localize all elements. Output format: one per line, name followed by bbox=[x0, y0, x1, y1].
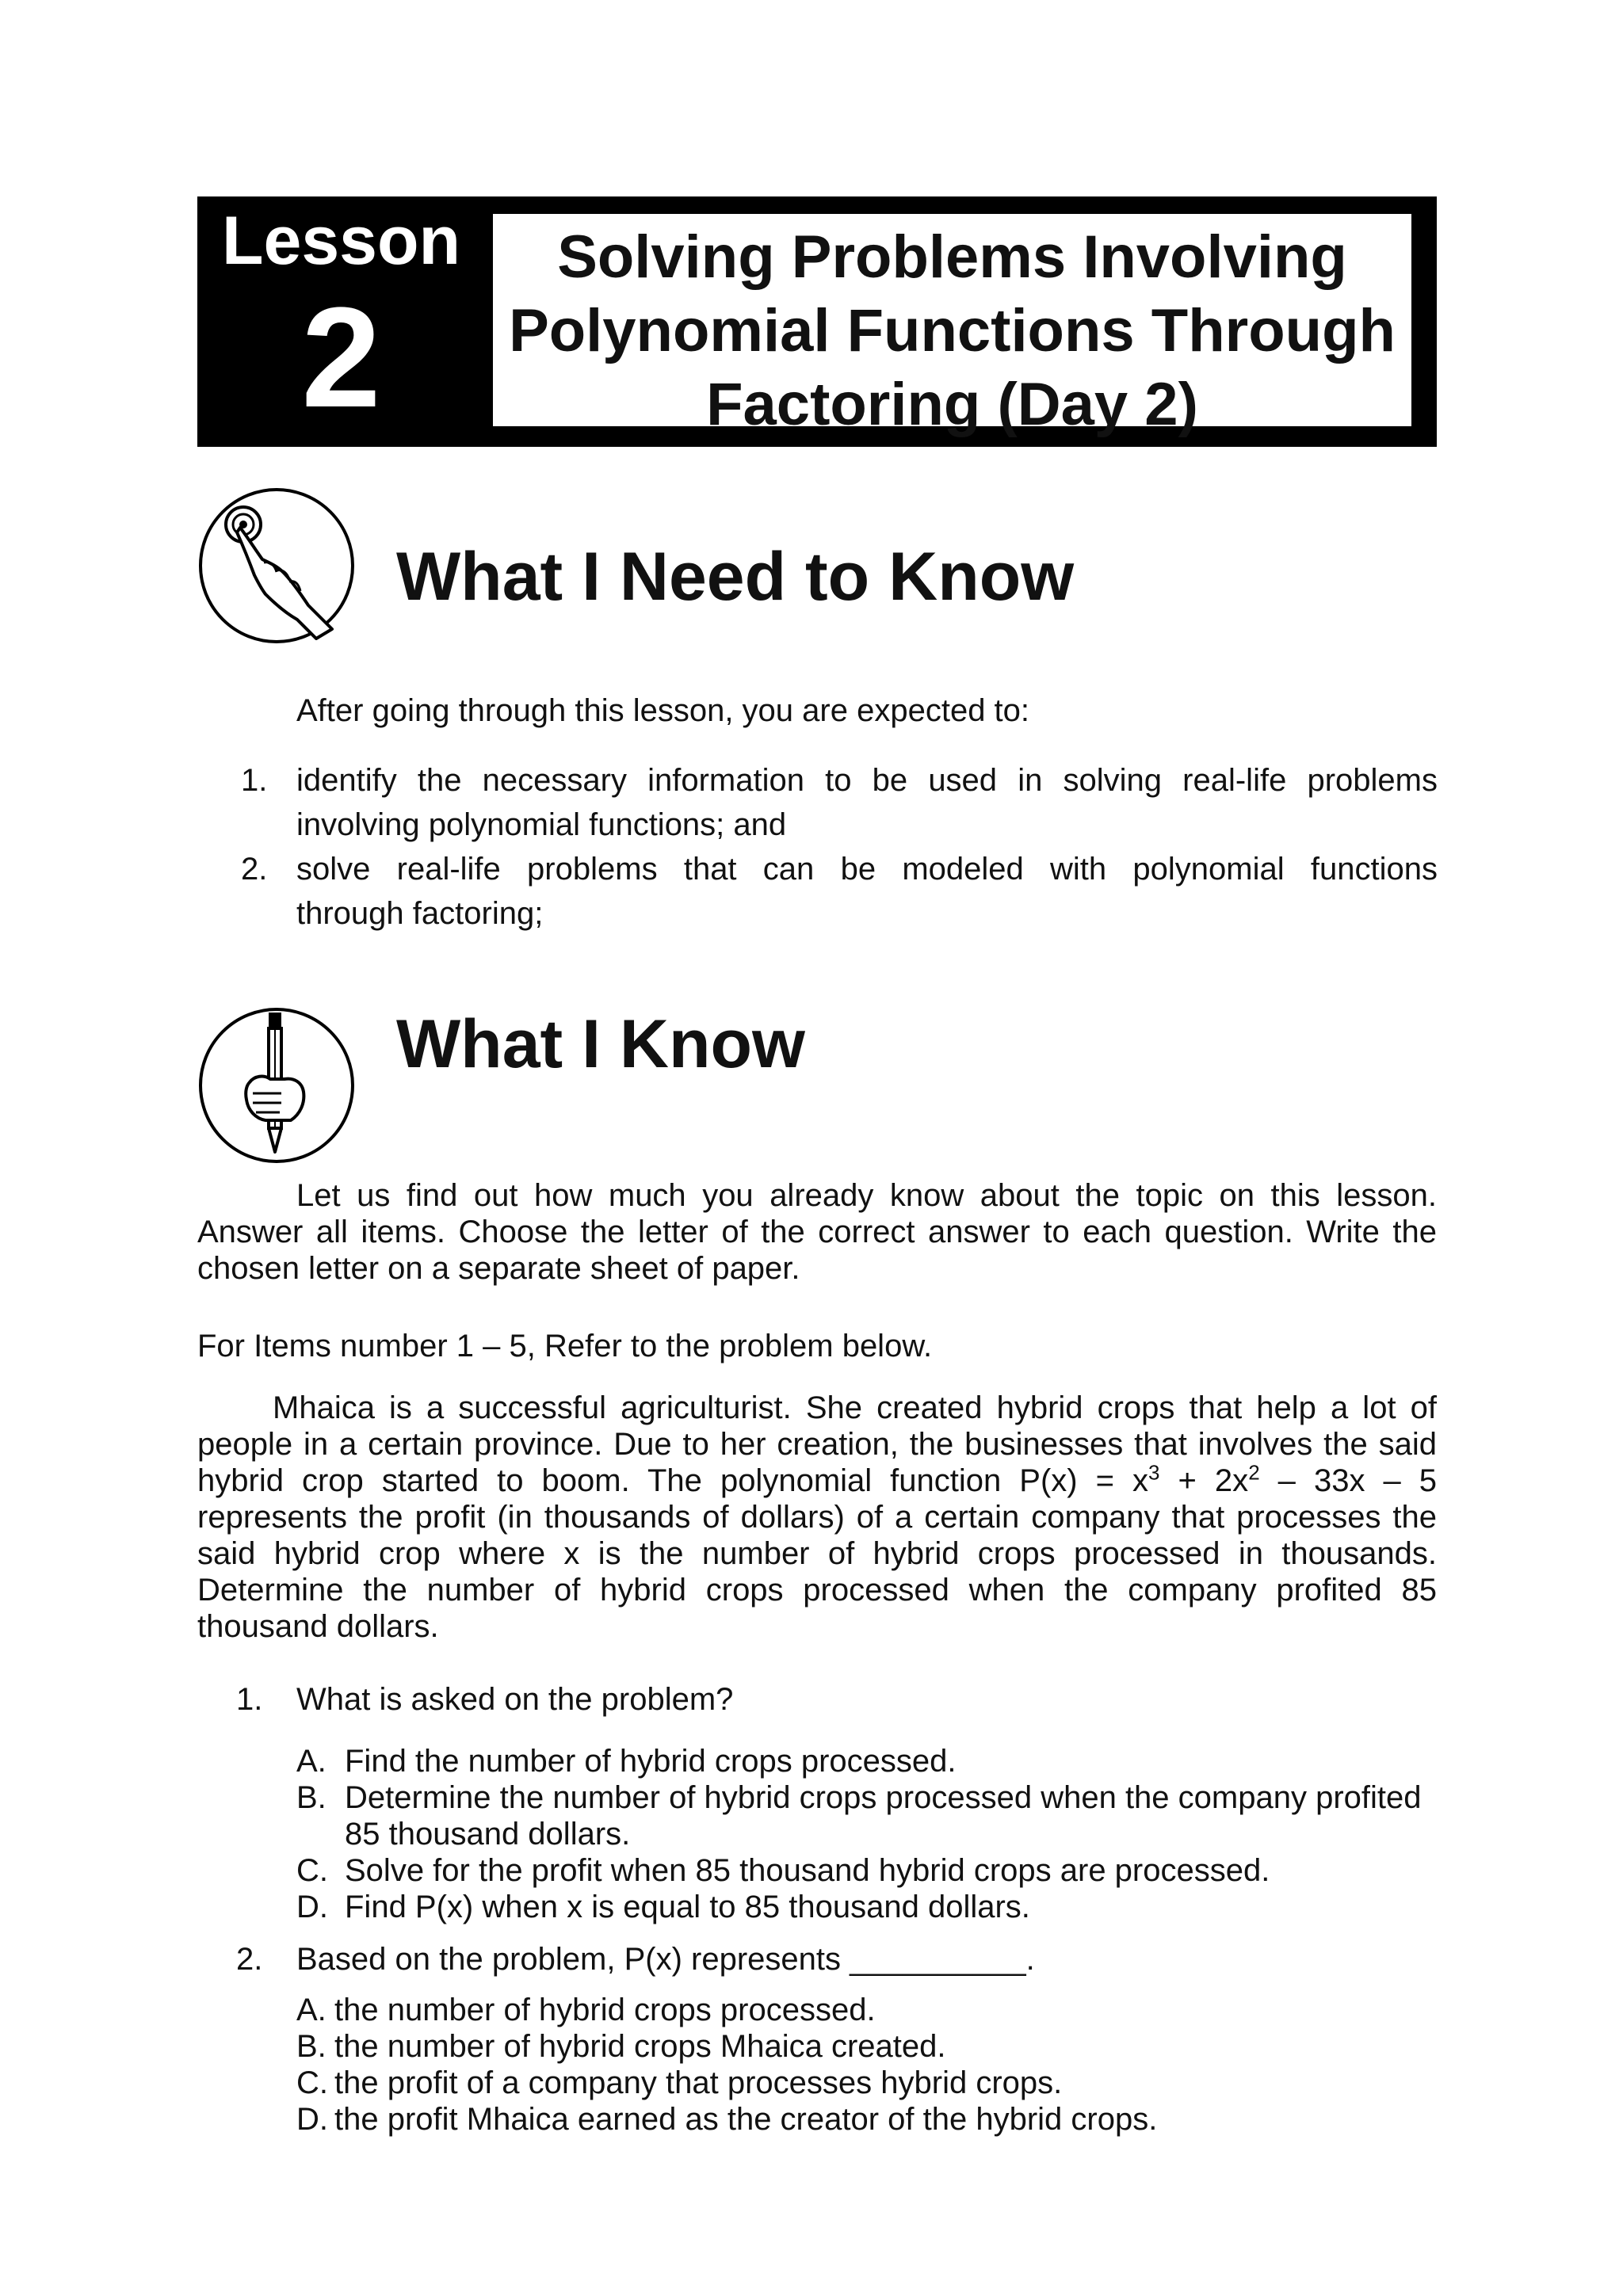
list-item bbox=[241, 762, 1438, 851]
option-text: the profit Mhaica earned as the creator of the hybrid crops. bbox=[334, 2102, 1158, 2137]
objective-line: through factoring; bbox=[296, 896, 544, 931]
option-letter: D. bbox=[296, 2102, 328, 2137]
option-letter: B. bbox=[296, 1780, 327, 1815]
option-text: the profit of a company that processes hybrid crops. bbox=[334, 2065, 1063, 2100]
lesson-title-line: Solving Problems Involving bbox=[557, 223, 1347, 291]
option-letter: C. bbox=[296, 2065, 328, 2100]
question-text: What is asked on the problem? bbox=[296, 1682, 734, 1717]
option-text: the number of hybrid crops processed. bbox=[334, 1993, 876, 2027]
items-note: For Items number 1 – 5, Refer to the problem below. bbox=[197, 1329, 933, 1363]
lesson-badge bbox=[197, 196, 485, 447]
problem-text-part: – 33x – 5 represents the profit (in thousands of dollars) of a certain company that processes the said hybrid crop where x is the number of hybrid crops processed in thousands. Determine the number of hybrid crops processed when the company profited 85 thousand dollars. bbox=[197, 1463, 1437, 1644]
objective-line: involving polynomial functions; and bbox=[296, 807, 787, 842]
objectives-list bbox=[241, 762, 1438, 940]
option-letter: C. bbox=[296, 1853, 328, 1888]
question-number: 2. bbox=[236, 1942, 263, 1977]
option-text: the number of hybrid crops Mhaica created. bbox=[334, 2029, 946, 2064]
option-letter: A. bbox=[296, 1993, 327, 2027]
lesson-title bbox=[493, 220, 1411, 441]
lesson-title-box bbox=[490, 211, 1415, 438]
lesson-title-line: Polynomial Functions Through bbox=[509, 297, 1396, 364]
problem-text-part: + 2x bbox=[1159, 1463, 1249, 1498]
objective-line: identify the necessary information to be used in solving real-life problems bbox=[296, 763, 1438, 798]
option-letter: B. bbox=[296, 2029, 327, 2064]
option-text: Solve for the profit when 85 thousand hybrid crops are processed. bbox=[345, 1853, 1270, 1888]
option-text: Find P(x) when x is equal to 85 thousand dollars. bbox=[345, 1890, 1030, 1924]
lesson-number: 2 bbox=[301, 278, 381, 437]
section-title-what-i-know: What I Know bbox=[396, 1006, 805, 1082]
option-letter: D. bbox=[296, 1890, 328, 1924]
lesson-header bbox=[197, 196, 1437, 447]
instructions-text: Let us find out how much you already know about the topic on this lesson. Answer all items. Choose the letter of the correct answer to each question. Write the chosen letter on a separate sheet of paper. bbox=[197, 1178, 1437, 1286]
section-title-need-to-know: What I Need to Know bbox=[396, 539, 1075, 615]
objective-line: solve real-life problems that can be modeled with polynomial functions bbox=[296, 852, 1438, 887]
list-number: 1. bbox=[241, 763, 268, 798]
question-number: 1. bbox=[236, 1682, 263, 1717]
exponent: 3 bbox=[1148, 1460, 1160, 1485]
exponent: 2 bbox=[1248, 1460, 1260, 1485]
list-number: 2. bbox=[241, 852, 268, 887]
list-item bbox=[241, 851, 1438, 940]
option-text-continued: 85 thousand dollars. bbox=[345, 1817, 631, 1852]
intro-text: After going through this lesson, you are expected to: bbox=[296, 693, 1030, 728]
pencil-hand-icon bbox=[197, 1006, 356, 1165]
pointing-hand-icon bbox=[197, 486, 356, 645]
option-text: Find the number of hybrid crops processed. bbox=[345, 1744, 957, 1779]
problem-text-part: Mhaica is a successful agriculturist. She created hybrid crops that help a lot of people in a certain province. Due to her creation, the businesses that involves the said hybrid crop started to boom. The polynomial function P(x) = x bbox=[197, 1390, 1437, 1498]
option-text: Determine the number of hybrid crops processed when the company profited bbox=[345, 1780, 1422, 1815]
problem-text bbox=[197, 1390, 1437, 1645]
lesson-title-line: Factoring (Day 2) bbox=[706, 371, 1198, 438]
lesson-label: Lesson bbox=[221, 203, 461, 279]
question-text: Based on the problem, P(x) represents __________. bbox=[296, 1942, 1035, 1977]
option-letter: A. bbox=[296, 1744, 327, 1779]
